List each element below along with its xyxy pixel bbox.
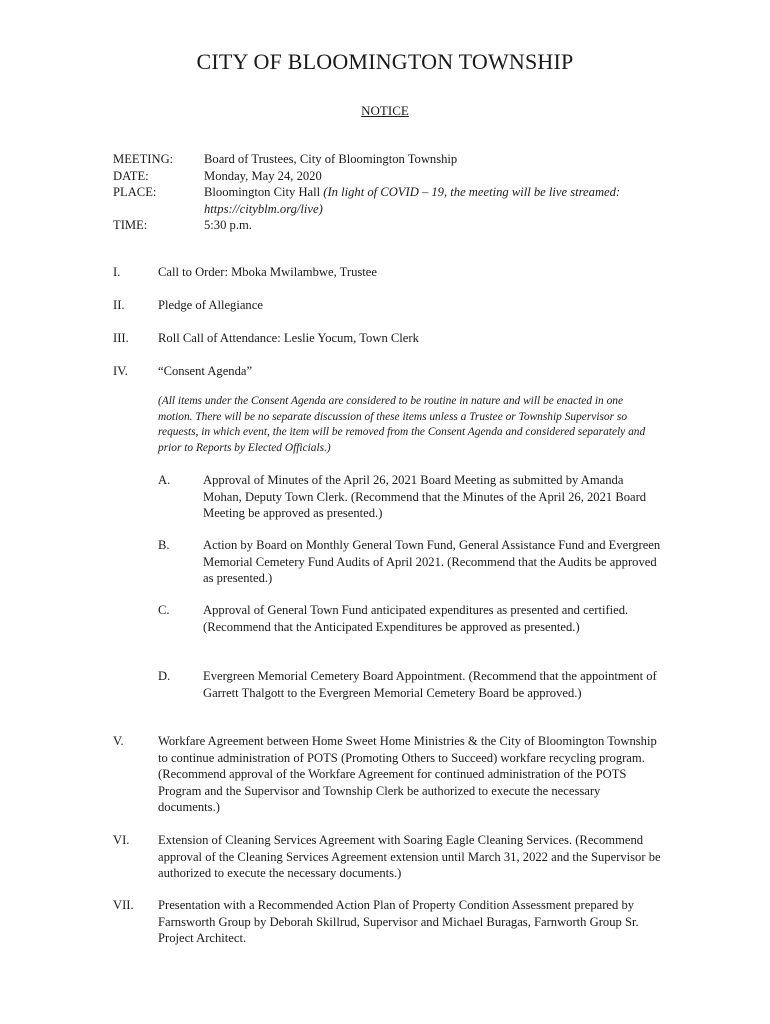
consent-item (158, 472, 661, 522)
agenda-item-text: Extension of Cleaning Services Agreement with Soaring Eagle Cleaning Services. (Recommend approval of the Cleaning Services Agreement extension until March 31, 2022 and the Supervisor be authorized to execute the necessary documents.) (158, 833, 661, 880)
meeting-value: Board of Trustees, City of Bloomington Township (204, 152, 458, 166)
agenda-item (113, 297, 661, 314)
consent-item-text: Evergreen Memorial Cemetery Board Appointment. (Recommend that the appointment of Garrett Thalgott to the Evergreen Memorial Cemetery Board be approved.) (203, 669, 657, 700)
agenda-item (113, 832, 661, 882)
consent-item (158, 537, 661, 587)
agenda-item-text: Workfare Agreement between Home Sweet Home Ministries & the City of Bloomington Township to continue administration of POTS (Promoting Others to Succeed) workfare recycling program. (Recommend approval of the Workfare Agreement for continued administration of the POTS Program and the Supervisor and Township Clerk be authorized to execute the necessary documents.) (158, 734, 657, 814)
agenda-item-number: IV. (113, 364, 128, 378)
place-value-block (204, 184, 673, 217)
place-row (113, 184, 673, 217)
agenda-item (113, 330, 661, 347)
agenda-item-number: II. (113, 298, 125, 312)
consent-item-letter: D. (158, 669, 171, 683)
agenda-item (113, 897, 661, 947)
place-note: (In light of COVID – 19, the meeting will be live streamed: https://cityblm.org/live) (204, 185, 621, 216)
agenda-item-number: VII. (113, 898, 134, 912)
time-value: 5:30 p.m. (204, 218, 252, 232)
meeting-details (113, 151, 673, 234)
consent-item-text: Approval of General Town Fund anticipated expenditures as presented and certified. (Recommend that the Anticipated Expenditures be approved as presented.) (203, 603, 629, 634)
agenda-item-number: I. (113, 265, 121, 279)
agenda-item (113, 733, 661, 816)
time-label: TIME: (113, 218, 148, 232)
agenda-item-number: III. (113, 331, 129, 345)
agenda-item-text: Roll Call of Attendance: Leslie Yocum, Town Clerk (158, 331, 419, 345)
agenda-item (113, 264, 661, 281)
date-value: Monday, May 24, 2020 (204, 168, 322, 183)
consent-item-text: Action by Board on Monthly General Town Fund, General Assistance Fund and Evergreen Memorial Cemetery Fund Audits of April 2021. (Recommend that the Audits be approved as presented.) (203, 538, 661, 585)
notice-heading: NOTICE (361, 103, 409, 118)
agenda-item-text: Call to Order: Mboka Mwilambwe, Trustee (158, 265, 377, 279)
agenda-item-text: Pledge of Allegiance (158, 298, 263, 312)
meeting-row (113, 151, 673, 168)
agenda-item-text: Presentation with a Recommended Action Plan of Property Condition Assessment prepared by Farnsworth Group by Deborah Skillrud, Supervisor and Michael Buragas, Farnworth Group Sr. Project Architect. (158, 898, 639, 945)
consent-item-text: Approval of Minutes of the April 26, 2021 Board Meeting as submitted by Amanda Mohan, Deputy Town Clerk. (Recommend that the Minutes of the April 26, 2021 Board Meeting be approved as presented.) (203, 473, 647, 520)
meeting-label: MEETING: (113, 152, 174, 166)
consent-agenda-note: (All items under the Consent Agenda are considered to be routine in nature and will be enacted in one motion. There will be no separate discussion of these items unless a Trustee or Township Supervisor so requests, in which event, the item will be removed from the Consent Agenda and considered separately and prior to Reports by Elected Officials.) (158, 395, 646, 454)
consent-item-letter: A. (158, 473, 171, 487)
time-row (113, 217, 673, 234)
place-label: PLACE: (113, 185, 157, 199)
agenda-item-number: V. (113, 734, 124, 748)
agenda-item (113, 363, 661, 380)
consent-item (158, 602, 661, 635)
date-row (113, 168, 673, 185)
place-value: Bloomington City Hall (204, 185, 324, 199)
date-label: DATE: (113, 168, 149, 183)
agenda-item-text: “Consent Agenda” (158, 364, 253, 378)
consent-item-letter: C. (158, 603, 170, 617)
consent-item (158, 668, 661, 701)
consent-item-letter: B. (158, 538, 170, 552)
agenda-item-number: VI. (113, 833, 130, 847)
document-title: CITY OF BLOOMINGTON TOWNSHIP (196, 49, 574, 74)
